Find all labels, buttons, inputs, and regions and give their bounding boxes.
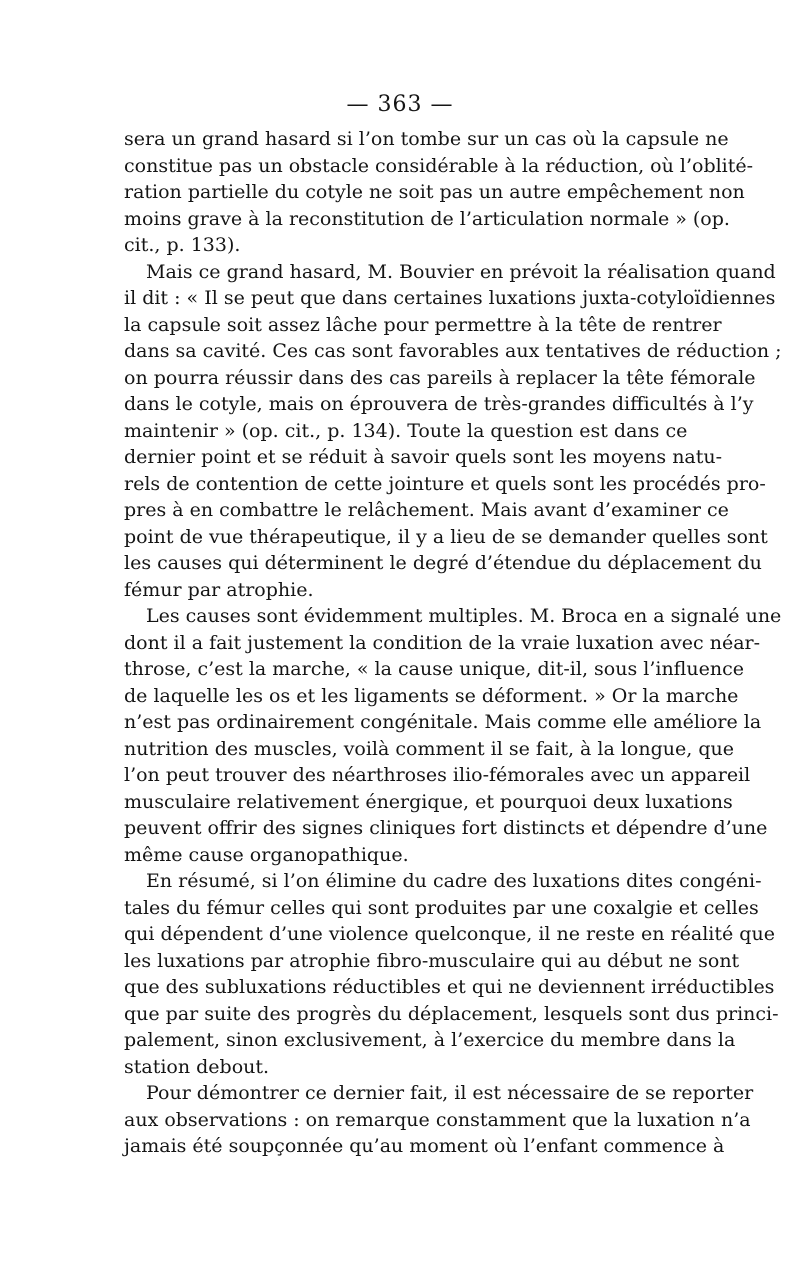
text-line: pres à en combattre le relâchement. Mais avant d’examiner ce bbox=[124, 499, 729, 521]
text-line: fémur par atrophie. bbox=[124, 578, 314, 601]
text-line: même cause organopathique. bbox=[124, 843, 409, 866]
body-text bbox=[124, 126, 782, 1160]
text-line: constitue pas un obstacle considérable à la réduction, où l’oblité- bbox=[124, 154, 754, 177]
page-number: — 363 — bbox=[346, 92, 454, 117]
text-line: il dit : « Il se peut que dans certaines luxations juxta-cotyloïdiennes bbox=[124, 287, 776, 309]
text-line: que par suite des progrès du déplacement, lesquels sont dus princi- bbox=[124, 1002, 779, 1025]
text-line: qui dépendent d’une violence quelconque, il ne reste en réalité que bbox=[124, 923, 775, 945]
text-line: tales du fémur celles qui sont produites par une coxalgie et celles bbox=[124, 896, 759, 919]
text-line: rels de contention de cette jointure et quels sont les procédés pro- bbox=[124, 472, 766, 495]
text-line: Les causes sont évidemment multiples. M. Broca en a signalé une bbox=[146, 605, 782, 627]
text-line: que des subluxations réductibles et qui ne deviennent irréductibles bbox=[124, 976, 775, 998]
text-line: palement, sinon exclusivement, à l’exercice du membre dans la bbox=[124, 1029, 736, 1051]
text-line: En résumé, si l’on élimine du cadre des luxations dites congéni- bbox=[146, 870, 762, 892]
text-line: on pourra réussir dans des cas pareils à replacer la tête fémorale bbox=[124, 366, 756, 389]
text-line: sera un grand hasard si l’on tombe sur un cas où la capsule ne bbox=[124, 128, 729, 150]
text-line: jamais été soupçonnée qu’au moment où l’enfant commence à bbox=[124, 1135, 725, 1157]
text-line: nutrition des muscles, voilà comment il se fait, à la longue, que bbox=[124, 737, 734, 760]
text-line: dans le cotyle, mais on éprouvera de très-grandes difficultés à l’y bbox=[124, 393, 754, 415]
text-line: l’on peut trouver des néarthroses ilio-fémorales avec un appareil bbox=[124, 764, 751, 786]
text-line: point de vue thérapeutique, il y a lieu de se demander quelles sont bbox=[124, 525, 768, 548]
text-line: Mais ce grand hasard, M. Bouvier en prévoit la réalisation quand bbox=[146, 260, 776, 283]
text-line: moins grave à la reconstitution de l’articulation normale » (op. bbox=[124, 207, 730, 230]
text-line: la capsule soit assez lâche pour permettre à la tête de rentrer bbox=[124, 313, 722, 336]
text-line: dont il a fait justement la condition de la vraie luxation avec néar- bbox=[124, 631, 761, 654]
text-line: throse, c’est la marche, « la cause unique, dit-il, sous l’influence bbox=[124, 658, 744, 680]
text-line: aux observations : on remarque constamment que la luxation n’a bbox=[124, 1108, 751, 1131]
paragraph bbox=[124, 868, 779, 1080]
text-line: maintenir » (op. cit., p. 134). Toute la question est dans ce bbox=[124, 419, 688, 442]
text-line: peuvent offrir des signes cliniques fort distincts et dépendre d’une bbox=[124, 817, 768, 839]
text-line: dans sa cavité. Ces cas sont favorables aux tentatives de réduction ; bbox=[124, 340, 782, 362]
text-line: les luxations par atrophie fibro-musculaire qui au début ne sont bbox=[124, 949, 740, 972]
text-line: musculaire relativement énergique, et pourquoi deux luxations bbox=[124, 790, 733, 813]
paragraph bbox=[124, 126, 754, 259]
paragraph bbox=[124, 1080, 754, 1160]
text-line: cit., p. 133). bbox=[124, 234, 241, 256]
text-line: de laquelle les os et les ligaments se déforment. » Or la marche bbox=[124, 684, 739, 707]
text-line: ration partielle du cotyle ne soit pas un autre empêchement non bbox=[124, 181, 745, 203]
text-line: n’est pas ordinairement congénitale. Mais comme elle améliore la bbox=[124, 711, 762, 733]
text-line: Pour démontrer ce dernier fait, il est nécessaire de se reporter bbox=[146, 1082, 754, 1104]
text-line: les causes qui déterminent le degré d’étendue du déplacement du bbox=[124, 552, 762, 574]
text-line: station debout. bbox=[124, 1055, 270, 1078]
text-line: dernier point et se réduit à savoir quels sont les moyens natu- bbox=[124, 446, 723, 468]
paragraph bbox=[124, 259, 782, 604]
paragraph bbox=[124, 603, 782, 868]
